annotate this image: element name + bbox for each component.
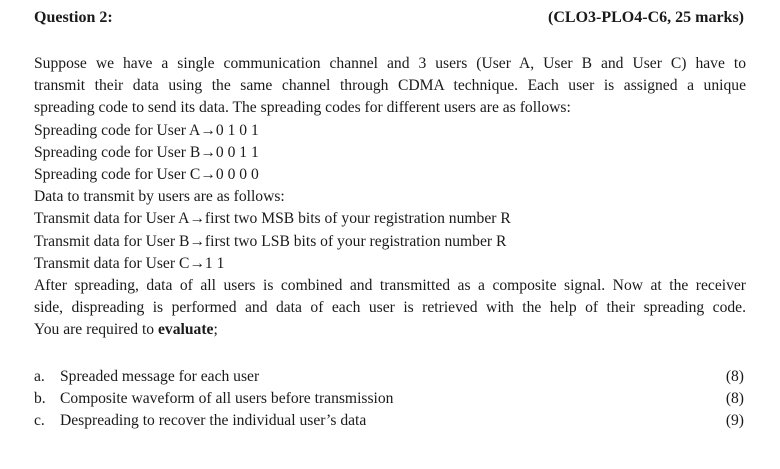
intro-line-1: Suppose we have a single communication channel and 3 users (User A, User B and User C) have to [34, 55, 746, 72]
task-text: Despreading to recover the individual user’s data [60, 412, 367, 429]
task-marks: (9) [725, 412, 744, 429]
task-letter: c. [34, 412, 45, 429]
transmit-data-user-b: Transmit data for User B→first two LSB bits of your registration number R [34, 232, 507, 250]
question-title: Question 2: [34, 9, 113, 26]
spreading-code-user-a: Spreading code for User A→0 1 0 1 [34, 121, 259, 139]
task-item-a [34, 366, 744, 388]
required-line [34, 319, 746, 341]
task-marks: (8) [725, 368, 744, 385]
task-letter: a. [34, 368, 45, 385]
spreading-code-user-c: Spreading code for User C→0 0 0 0 [34, 166, 259, 184]
task-marks: (8) [725, 390, 744, 407]
task-item-c [34, 410, 744, 432]
after-spreading-line-2: side, dispreading is performed and data of each user is retrieved with the help of their spreading code. [34, 299, 746, 317]
question-marks-info: (CLO3-PLO4-C6, 25 marks) [548, 9, 744, 26]
required-verb: evaluate [158, 321, 214, 339]
question-header [34, 9, 744, 31]
spreading-code-user-b: Spreading code for User B→0 0 1 1 [34, 143, 259, 161]
task-text: Spreaded message for each user [60, 368, 260, 385]
intro-line-3: spreading code to send its data. The spreading codes for different users are as follows: [34, 99, 571, 117]
transmit-data-user-c: Transmit data for User C→1 1 [34, 254, 225, 272]
task-list [34, 366, 744, 432]
after-spreading-line-1: After spreading, data of all users is combined and transmitted as a composite signal. Now at the receiver [34, 277, 746, 295]
task-item-b [34, 388, 744, 410]
required-prefix: You are required to [34, 321, 159, 339]
task-text: Composite waveform of all users before transmission [60, 390, 394, 407]
data-intro: Data to transmit by users are as follows: [34, 188, 285, 206]
intro-line-2: transmit their data using the same channel through CDMA technique. Each user is assigned a unique [34, 77, 746, 95]
question-body [34, 53, 746, 342]
task-letter: b. [34, 390, 46, 407]
required-suffix: ; [213, 321, 218, 339]
transmit-data-user-a: Transmit data for User A→first two MSB bits of your registration number R [34, 210, 511, 228]
